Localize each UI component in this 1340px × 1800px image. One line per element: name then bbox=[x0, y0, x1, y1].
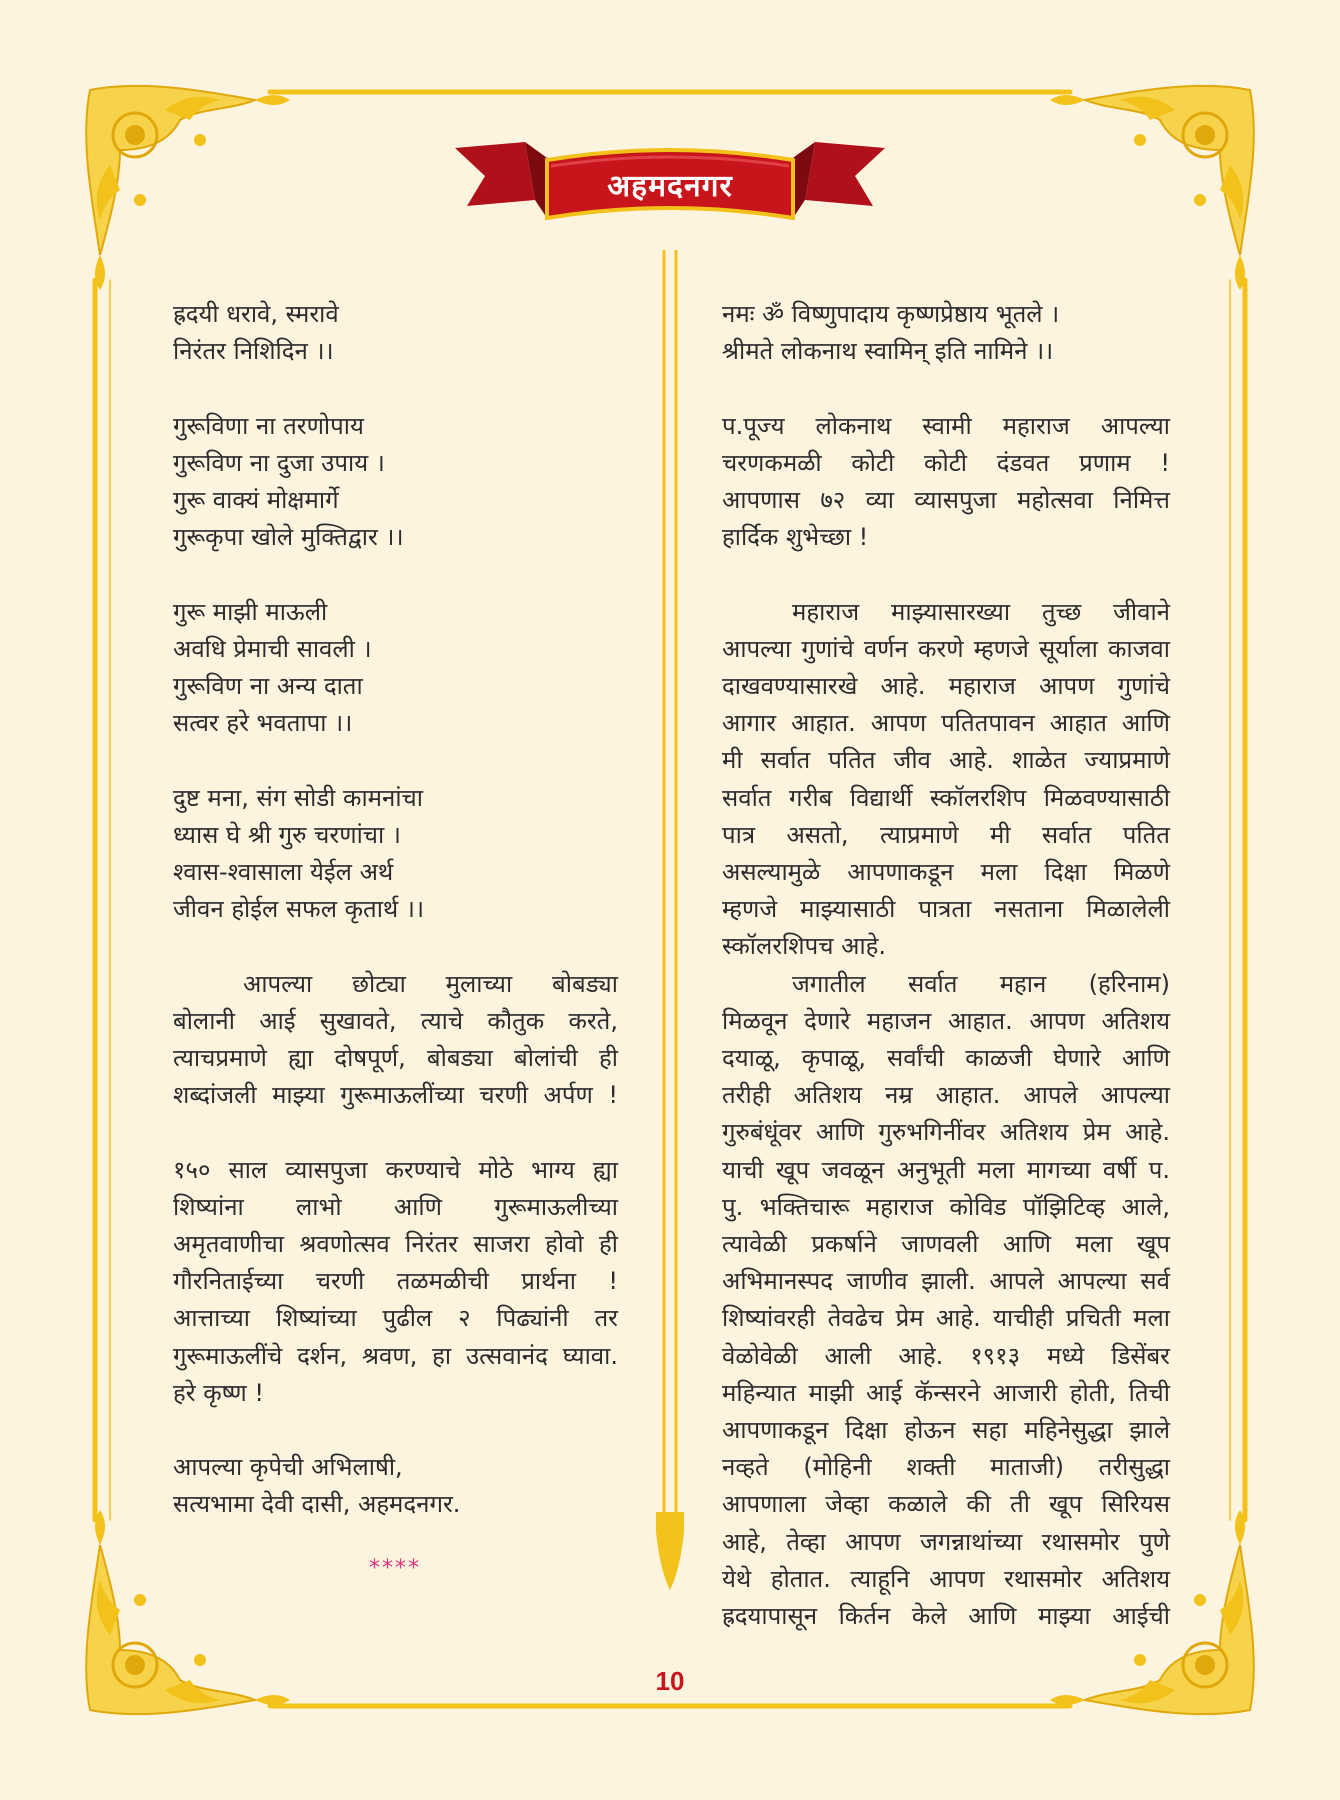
poem-stanza-3 bbox=[173, 594, 618, 743]
paragraph-line: प.पूज्य लोकनाथ स्वामी महाराज आपल्या bbox=[722, 411, 1170, 440]
prayer-paragraph bbox=[173, 1152, 618, 1412]
paragraph-line: शब्दांजली माझ्या गुरूमाऊलींच्या चरणी अर्पण ! bbox=[173, 1081, 618, 1110]
paragraph-line: वेळोवेळी आली आहे. १९१३ मध्ये डिसेंबर bbox=[722, 1341, 1170, 1370]
dedication-paragraph bbox=[173, 966, 618, 1115]
paragraph-line: हार्दिक शुभेच्छा ! bbox=[722, 523, 869, 552]
paragraph-line: मिळवून देणारे महाजन आहात. आपण अतिशय bbox=[722, 1006, 1170, 1035]
paragraph-line: चरणकमळी कोटी कोटी दंडवत प्रणाम ! bbox=[722, 448, 1170, 477]
praise-paragraph bbox=[722, 594, 1170, 966]
paragraph-line: नव्हते (मोहिनी शक्ती माताजी) तरीसुद्धा bbox=[722, 1453, 1170, 1482]
poem-line: गुरू वाक्यं मोक्षमार्गे bbox=[173, 486, 339, 514]
paragraph-line: गुरूमाऊलींचे दर्शन, श्रवण, हा उत्सवानंद घ्यावा. bbox=[173, 1341, 618, 1370]
poem-line: ह्रदयी धरावे, स्मरावे bbox=[173, 300, 339, 328]
paragraph-line: शिष्यांवरही तेवढेच प्रेम आहे. याचीही प्रचिती मला bbox=[722, 1304, 1170, 1333]
paragraph-line: जगातील सर्वात महान (हरिनाम) bbox=[792, 969, 1170, 998]
paragraph-line: त्याचप्रमाणे ह्या दोषपूर्ण, बोबड्या बोलांची ही bbox=[173, 1044, 618, 1072]
shloka bbox=[722, 296, 1170, 370]
section-end-stars: **** bbox=[369, 1556, 421, 1581]
paragraph-line: बोलानी आई सुखावते, त्याचे कौतुक करते, bbox=[173, 1006, 618, 1035]
paragraph-line: आपल्या छोट्या मुलाच्या बोबड्या bbox=[243, 969, 618, 998]
paragraph-line: मी सर्वात पतित जीव आहे. शाळेत ज्याप्रमाणे bbox=[722, 746, 1170, 775]
paragraph-line: पु. भक्तिचारू महाराज कोविड पॉझिटिव्ह आले, bbox=[722, 1192, 1170, 1221]
paragraph-line: स्कॉलरशिपच आहे. bbox=[722, 932, 887, 961]
page-title: अहमदनगर bbox=[607, 169, 733, 204]
paragraph-line: शिष्यांना लाभो आणि गुरूमाऊलीच्या bbox=[173, 1192, 618, 1221]
poem-stanza-1 bbox=[173, 296, 618, 370]
paragraph-line: महिन्यात माझी आई कॅन्सरने आजारी होती, तिची bbox=[722, 1378, 1170, 1407]
paragraph-line: असल्यामुळे आपणाकडून मला दिक्षा मिळणे bbox=[722, 858, 1170, 887]
paragraph-line: दाखवण्यासारखे आहे. महाराज आपण गुणांचे bbox=[722, 672, 1170, 700]
paragraph-line: म्हणजे माझ्यासाठी पात्रता नसताना मिळालेली bbox=[722, 895, 1170, 924]
experience-paragraph bbox=[722, 966, 1170, 1636]
paragraph-line: पात्र असतो, त्याप्रमाणे मी सर्वात पतित bbox=[722, 820, 1170, 849]
poem-line: गुरूविण ना अन्य दाता bbox=[173, 672, 363, 700]
greeting-paragraph bbox=[722, 408, 1170, 557]
left-column bbox=[173, 296, 618, 1524]
paragraph-line: ह्रदयापासून किर्तन केले आणि माझ्या आईची bbox=[722, 1602, 1170, 1631]
paragraph-line: गुरुबंधूंवर आणि गुरुभगिनींवर अतिशय प्रेम आहे. bbox=[722, 1118, 1170, 1147]
poem-stanza-2 bbox=[173, 408, 618, 557]
paragraph-line: सर्वात गरीब विद्यार्थी स्कॉलरशिप मिळवण्यासाठी bbox=[722, 783, 1170, 812]
paragraph-line: आपणाकडून दिक्षा होऊन सहा महिनेसुद्धा झाले bbox=[722, 1416, 1170, 1445]
paragraph-line: याची खूप जवळून अनुभूती मला मागच्या वर्षी प. bbox=[722, 1155, 1170, 1184]
page-number: 10 bbox=[655, 1666, 685, 1696]
paragraph-line: अमृतवाणीचा श्रवणोत्सव निरंतर साजरा होवो ही bbox=[173, 1230, 618, 1258]
poem-line: जीवन होईल सफल कृतार्थ ।। bbox=[173, 895, 425, 924]
paragraph-line: आहे, तेव्हा आपण जगन्नाथांच्या रथासमोर पुणे bbox=[722, 1527, 1170, 1556]
shloka-line: श्रीमते लोकनाथ स्वामिन् इति नामिने ।। bbox=[722, 337, 1054, 366]
poem-line: गुरूविणा ना तरणोपाय bbox=[173, 411, 364, 440]
paragraph-line: आपणास ७२ व्या व्यासपुजा महोत्सवा निमित्त bbox=[722, 486, 1170, 514]
paragraph-line: आगार आहात. आपण पतितपावन आहात आणि bbox=[722, 709, 1170, 738]
signature-line: आपल्या कृपेची अभिलाषी, bbox=[173, 1453, 403, 1482]
poem-line: गुरूविण ना दुजा उपाय । bbox=[173, 448, 385, 477]
poem-line: निरंतर निशिदिन ।। bbox=[173, 337, 334, 366]
paragraph-line: तरीही अतिशय नम्र आहात. आपले आपल्या bbox=[722, 1081, 1170, 1110]
poem-line: सत्वर हरे भवतापा ।। bbox=[173, 709, 353, 738]
right-column bbox=[722, 296, 1170, 1635]
column-divider-icon bbox=[640, 250, 700, 1590]
poem-line: गुरूकृपा खोले मुक्तिद्वार ।। bbox=[173, 523, 404, 552]
paragraph-line: आत्ताच्या शिष्यांच्या पुढील २ पिढ्यांनी तर bbox=[173, 1304, 618, 1333]
paragraph-line: १५० साल व्यासपुजा करण्याचे मोठे भाग्य ह्या bbox=[173, 1155, 618, 1184]
paragraph-line: आपल्या गुणांचे वर्णन करणे म्हणजे सूर्याला काजवा bbox=[722, 634, 1170, 663]
poem-line: अवधि प्रेमाची सावली । bbox=[173, 634, 372, 663]
paragraph-line: दयाळू, कृपाळू, सर्वांची काळजी घेणारे आणि bbox=[722, 1044, 1170, 1073]
poem-line: गुरू माझी माऊली bbox=[173, 597, 328, 626]
shloka-line: नमः ॐ विष्णुपादाय कृष्णप्रेष्ठाय भूतले । bbox=[722, 300, 1060, 328]
signature-line: सत्यभामा देवी दासी, अहमदनगर. bbox=[173, 1490, 461, 1519]
paragraph-line: आपणाला जेव्हा कळाले की ती खूप सिरियस bbox=[722, 1490, 1170, 1519]
paragraph-line: गौरनिताईच्या चरणी तळमळीची प्रार्थना ! bbox=[173, 1267, 618, 1296]
paragraph-line: महाराज माझ्यासारख्या तुच्छ जीवाने bbox=[792, 597, 1170, 626]
paragraph-line: येथे होतात. त्याहूनि आपण रथासमोर अतिशय bbox=[722, 1564, 1170, 1593]
paragraph-line: हरे कृष्ण ! bbox=[173, 1378, 264, 1407]
paragraph-line: त्यावेळी प्रकर्षाने जाणवली आणि मला खूप bbox=[722, 1230, 1170, 1259]
paragraph-line: अभिमानस्पद जाणीव झाली. आपले आपल्या सर्व bbox=[722, 1267, 1170, 1296]
poem-stanza-4 bbox=[173, 780, 618, 929]
poem-line: दुष्ट मना, संग सोडी कामनांचा bbox=[173, 783, 424, 812]
signature bbox=[173, 1449, 618, 1523]
poem-line: ध्यास घे श्री गुरु चरणांचा । bbox=[173, 820, 401, 849]
poem-line: श्वास-श्वासाला येईल अर्थ bbox=[173, 858, 394, 886]
